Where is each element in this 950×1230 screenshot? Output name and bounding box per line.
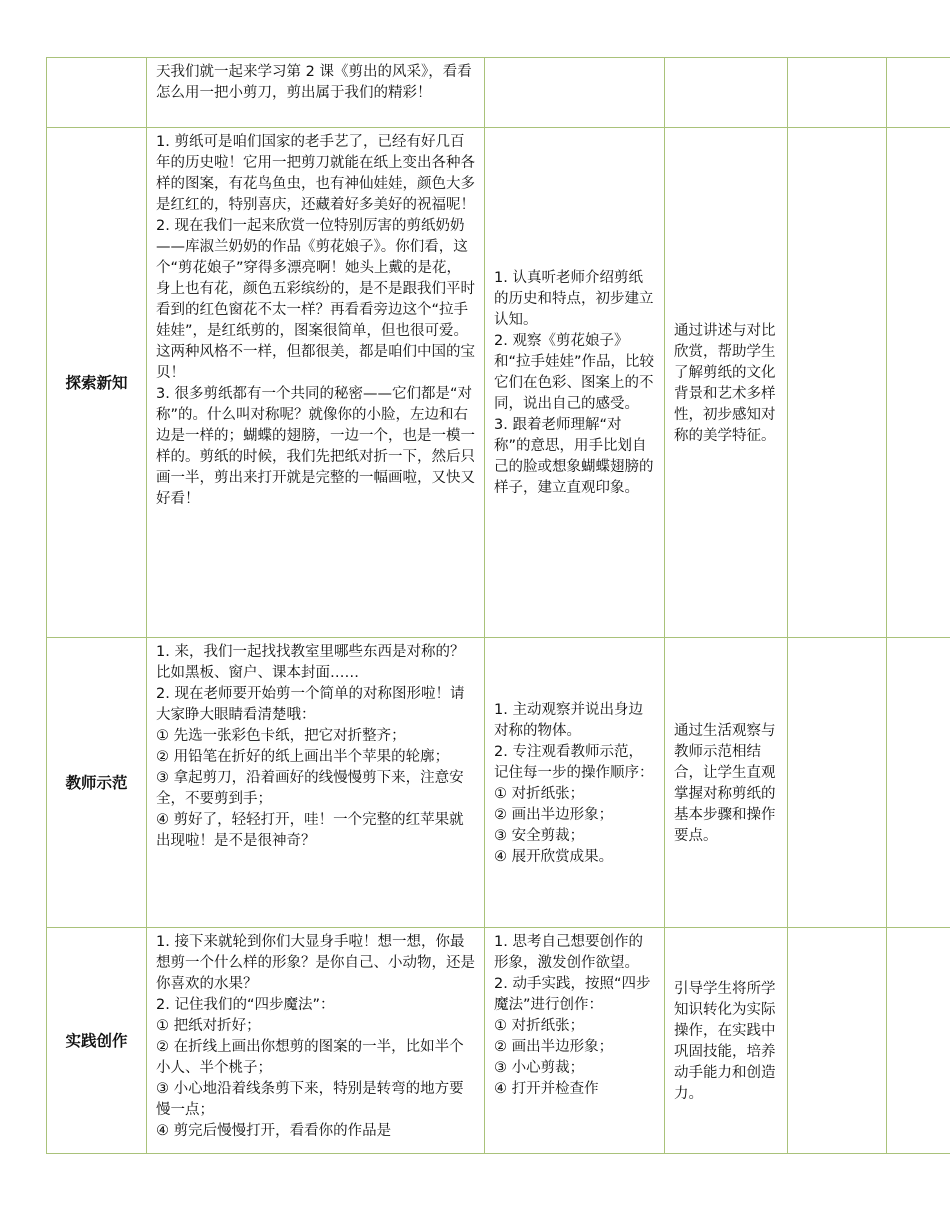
text-line: 2. 记住我们的“四步魔法”：	[156, 997, 335, 1013]
text-line: 1. 思考自己想要创作的形象，激发创作欲望。	[494, 934, 643, 971]
text-line: 2. 专注观看教师示范，记住每一步的操作顺序：	[494, 743, 654, 781]
text-line: ③ 小心剪裁；	[494, 1060, 585, 1076]
teacher-activity-cell	[147, 638, 485, 928]
table-row	[47, 128, 950, 638]
text-line: ② 在折线上画出你想剪的图案的一半，比如半个小人、半个桃子；	[156, 1039, 464, 1076]
student-activity-cell	[485, 128, 665, 638]
teacher-activity-cell	[147, 58, 485, 128]
empty-cell	[887, 128, 950, 638]
student-activity-cell	[485, 928, 665, 1154]
text-line: 1. 认真听老师介绍剪纸的历史和特点，初步建立认知。	[494, 270, 654, 328]
text-line: 天我们就一起来学习第 2 课《剪出的风采》，看看怎么用一把小剪刀，剪出属于我们的精彩！	[156, 64, 472, 101]
table-row	[47, 58, 950, 128]
teacher-activity-cell	[147, 128, 485, 638]
empty-cell	[887, 58, 950, 128]
student-activity-cell	[485, 58, 665, 128]
table-row	[47, 928, 950, 1154]
text-line: ③ 拿起剪刀，沿着画好的线慢慢剪下来，注意安全，不要剪到手；	[156, 770, 464, 807]
text-line: 2. 现在我们一起来欣赏一位特别厉害的剪纸奶奶——库淑兰奶奶的作品《剪花娘子》。你们看，这个“剪花娘子”穿得多漂亮啊！她头上戴的是花，身上也有花，颜色五彩缤纷的，是不是跟我们平时看到的红色窗花不太一样？再看看旁边这个“拉手娃娃”，是红纸剪的，图案很简单，但也很可爱。这两种风格不一样，但都很美，都是咱们中国的宝贝！	[156, 218, 475, 381]
table-row	[47, 638, 950, 928]
text-line: ① 先选一张彩色卡纸，把它对折整齐；	[156, 728, 406, 744]
empty-cell	[887, 928, 950, 1154]
empty-cell	[788, 58, 887, 128]
design-intent-cell: 通过讲述与对比欣赏，帮助学生了解剪纸的文化背景和艺术多样性，初步感知对称的美学特征。	[665, 128, 788, 638]
text-line: 1. 来，我们一起找找教室里哪些东西是对称的？比如黑板、窗户、课本封面……	[156, 644, 465, 681]
empty-cell	[788, 928, 887, 1154]
text-line: ④ 打开并检查作	[494, 1081, 599, 1097]
text-line: ④ 剪完后慢慢打开，看看你的作品是	[156, 1123, 392, 1139]
text-line: 2. 动手实践，按照“四步魔法”进行创作：	[494, 976, 651, 1013]
text-line: 2. 观察《剪花娘子》和“拉手娃娃”作品，比较它们在色彩、图案上的不同，说出自己的感受。	[494, 333, 655, 412]
text-line: ③ 小心地沿着线条剪下来，特别是转弯的地方要慢一点；	[156, 1081, 464, 1118]
text-line: 3. 跟着老师理解“对称”的意思，用手比划自己的脸或想象蝴蝶翅膀的样子，建立直观印象。	[494, 417, 654, 496]
text-line: 1. 剪纸可是咱们国家的老手艺了，已经有好几百年的历史啦！它用一把剪刀就能在纸上变出各种各样的图案，有花鸟鱼虫，也有神仙娃娃，颜色大多是红红的，特别喜庆，还藏着好多美好的祝福呢！	[156, 134, 475, 213]
design-intent-cell	[665, 58, 788, 128]
text-line: 2. 现在老师要开始剪一个简单的对称图形啦！请大家睁大眼睛看清楚哦：	[156, 686, 465, 723]
design-intent-cell: 通过生活观察与教师示范相结合，让学生直观掌握对称剪纸的基本步骤和操作要点。	[665, 638, 788, 928]
text-line: ③ 安全剪裁；	[494, 827, 585, 844]
stage-cell: 教师示范	[47, 638, 147, 928]
teacher-activity-cell	[147, 928, 485, 1154]
lesson-plan-table	[46, 57, 950, 1154]
text-line: 3. 很多剪纸都有一个共同的秘密——它们都是“对称”的。什么叫对称呢？就像你的小脸，左边和右边是一样的；蝴蝶的翅膀，一边一个，也是一模一样的。剪纸的时候，我们先把纸对折一下，然后只画一半，剪出来打开就是完整的一幅画啦，又快又好看！	[156, 386, 475, 507]
text-line: ④ 剪好了，轻轻打开，哇！一个完整的红苹果就出现啦！是不是很神奇？	[156, 812, 464, 849]
empty-cell	[887, 638, 950, 928]
text-line: ② 用铅笔在折好的纸上画出半个苹果的轮廓；	[156, 749, 450, 765]
text-line: 1. 接下来就轮到你们大显身手啦！想一想，你最想剪一个什么样的形象？是你自己、小动物，还是你喜欢的水果？	[156, 934, 475, 992]
empty-cell	[788, 638, 887, 928]
stage-cell	[47, 58, 147, 128]
text-line: ② 画出半边形象；	[494, 1039, 614, 1055]
empty-cell	[788, 128, 887, 638]
text-line: ① 把纸对折好；	[156, 1018, 261, 1034]
text-line: ① 对折纸张；	[494, 1018, 585, 1034]
stage-cell: 探索新知	[47, 128, 147, 638]
student-activity-cell	[485, 638, 665, 928]
text-line: ① 对折纸张；	[494, 785, 585, 802]
text-line: ④ 展开欣赏成果。	[494, 848, 614, 865]
stage-cell: 实践创作	[47, 928, 147, 1154]
text-line: ② 画出半边形象；	[494, 806, 614, 823]
design-intent-cell: 引导学生将所学知识转化为实际操作，在实践中巩固技能，培养动手能力和创造力。	[665, 928, 788, 1154]
text-line: 1. 主动观察并说出身边对称的物体。	[494, 701, 643, 739]
